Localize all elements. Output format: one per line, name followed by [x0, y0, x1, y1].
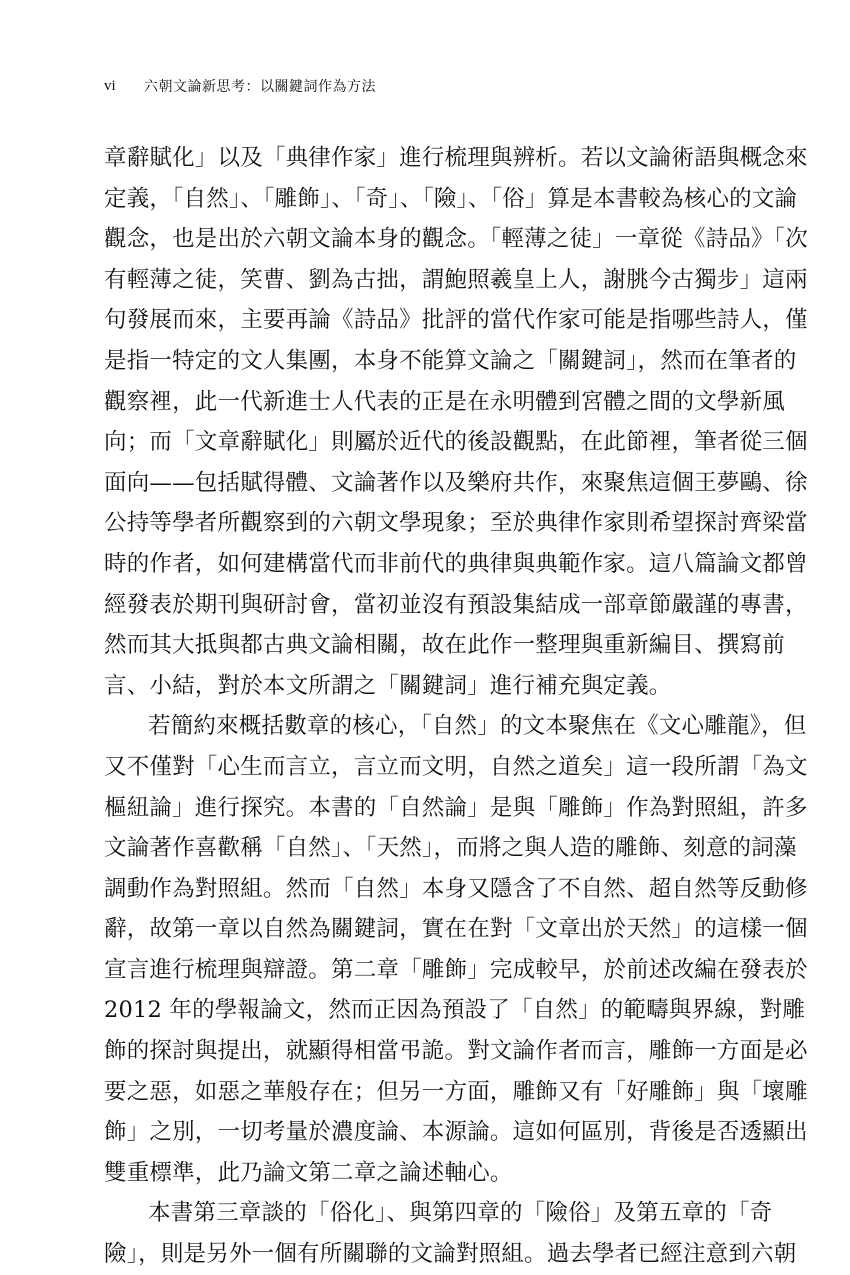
- text-line: 然而其大抵與都古典文論相關，故在此作一整理與重新編目、撰寫前: [104, 632, 786, 659]
- running-title: 六朝文論新思考：以關鍵詞作為方法: [144, 79, 376, 95]
- text-line: 向；而「文章辭賦化」則屬於近代的後設觀點，在此節裡，筆者從三個: [104, 429, 808, 456]
- text-line: 章辭賦化」以及「典律作家」進行梳理與辨析。若以文論術語與概念來: [104, 145, 808, 171]
- text-line: 雙重標準，此乃論文第二章之論述軸心。: [104, 1159, 513, 1186]
- text-line: 面向——包括賦得體、文論著作以及樂府共作，來聚焦這個王夢鷗、徐: [104, 469, 808, 496]
- page-number: vi: [104, 77, 116, 94]
- text-line: 有輕薄之徒，笑曹、劉為古拙，謂鮑照羲皇上人，謝朓今古獨步」這兩: [104, 266, 808, 293]
- text-line: 飾的探討與提出，就顯得相當弔詭。對文論作者而言，雕飾一方面是必: [104, 1038, 808, 1065]
- text-line: 觀察裡，此一代新進士人代表的正是在永明體到宮體之間的文學新風: [104, 388, 786, 415]
- text-line: 時的作者，如何建構當代而非前代的典律與典範作家。這八篇論文都曾: [104, 550, 808, 577]
- body-text: [104, 138, 808, 1275]
- text-line: 公持等學者所觀察到的六朝文學現象；至於典律作家則希望探討齊梁當: [104, 510, 808, 537]
- text-line: 若簡約來概括數章的核心，「自然」的文本聚焦在《文心雕龍》，但: [148, 713, 807, 740]
- text-line: 樞紐論」進行探究。本書的「自然論」是與「雕飾」作為對照組，許多: [104, 794, 808, 821]
- text-line: 2012 年的學報論文，然而正因為預設了「自然」的範疇與界線，對雕: [104, 997, 806, 1024]
- text-line: 是指一特定的文人集團，本身不能算文論之「關鍵詞」，然而在筆者的: [104, 347, 797, 374]
- text-line: 調動作為對照組。然而「自然」本身又隱含了不自然、超自然等反動修: [104, 875, 808, 902]
- text-line: 要之惡，如惡之華般存在；但另一方面，雕飾又有「好雕飾」與「壞雕: [104, 1078, 808, 1105]
- text-line: 定義，「自然」、「雕飾」、「奇」、「險」、「俗」算是本書較為核心的文論: [104, 185, 798, 212]
- text-line: 言、小結，對於本文所謂之「關鍵詞」進行補充與定義。: [104, 672, 672, 699]
- text-line: 句發展而來，主要再論《詩品》批評的當代作家可能是指哪些詩人，僅: [104, 307, 808, 334]
- text-line: 經發表於期刊與研討會，當初並沒有預設集結成一部章節嚴謹的專書，: [104, 591, 808, 618]
- text-line: 飾」之別，一切考量於濃度論、本源論。這如何區別，背後是否透顯出: [104, 1119, 808, 1146]
- text-line: 宣言進行梳理與辯證。第二章「雕飾」完成較早，於前述改編在發表於: [104, 956, 808, 983]
- text-line: 觀念，也是出於六朝文論本身的觀念。「輕薄之徒」一章從《詩品》「次: [104, 226, 808, 253]
- running-header: [104, 74, 376, 98]
- text-line: 辭，故第一章以自然為關鍵詞，實在在對「文章出於天然」的這樣一個: [104, 916, 808, 943]
- text-line: 文論著作喜歡稱「自然」、「天然」，而將之與人造的雕飾、刻意的詞藻: [104, 835, 797, 862]
- text-line: 又不僅對「心生而言立，言立而文明，自然之道矣」這一段所謂「為文: [104, 753, 808, 780]
- text-line: 本書第三章談的「俗化」、與第四章的「險俗」及第五章的「奇: [148, 1200, 773, 1227]
- text-line: 險」，則是另外一個有所關聯的文論對照組。過去學者已經注意到六朝: [104, 1241, 797, 1268]
